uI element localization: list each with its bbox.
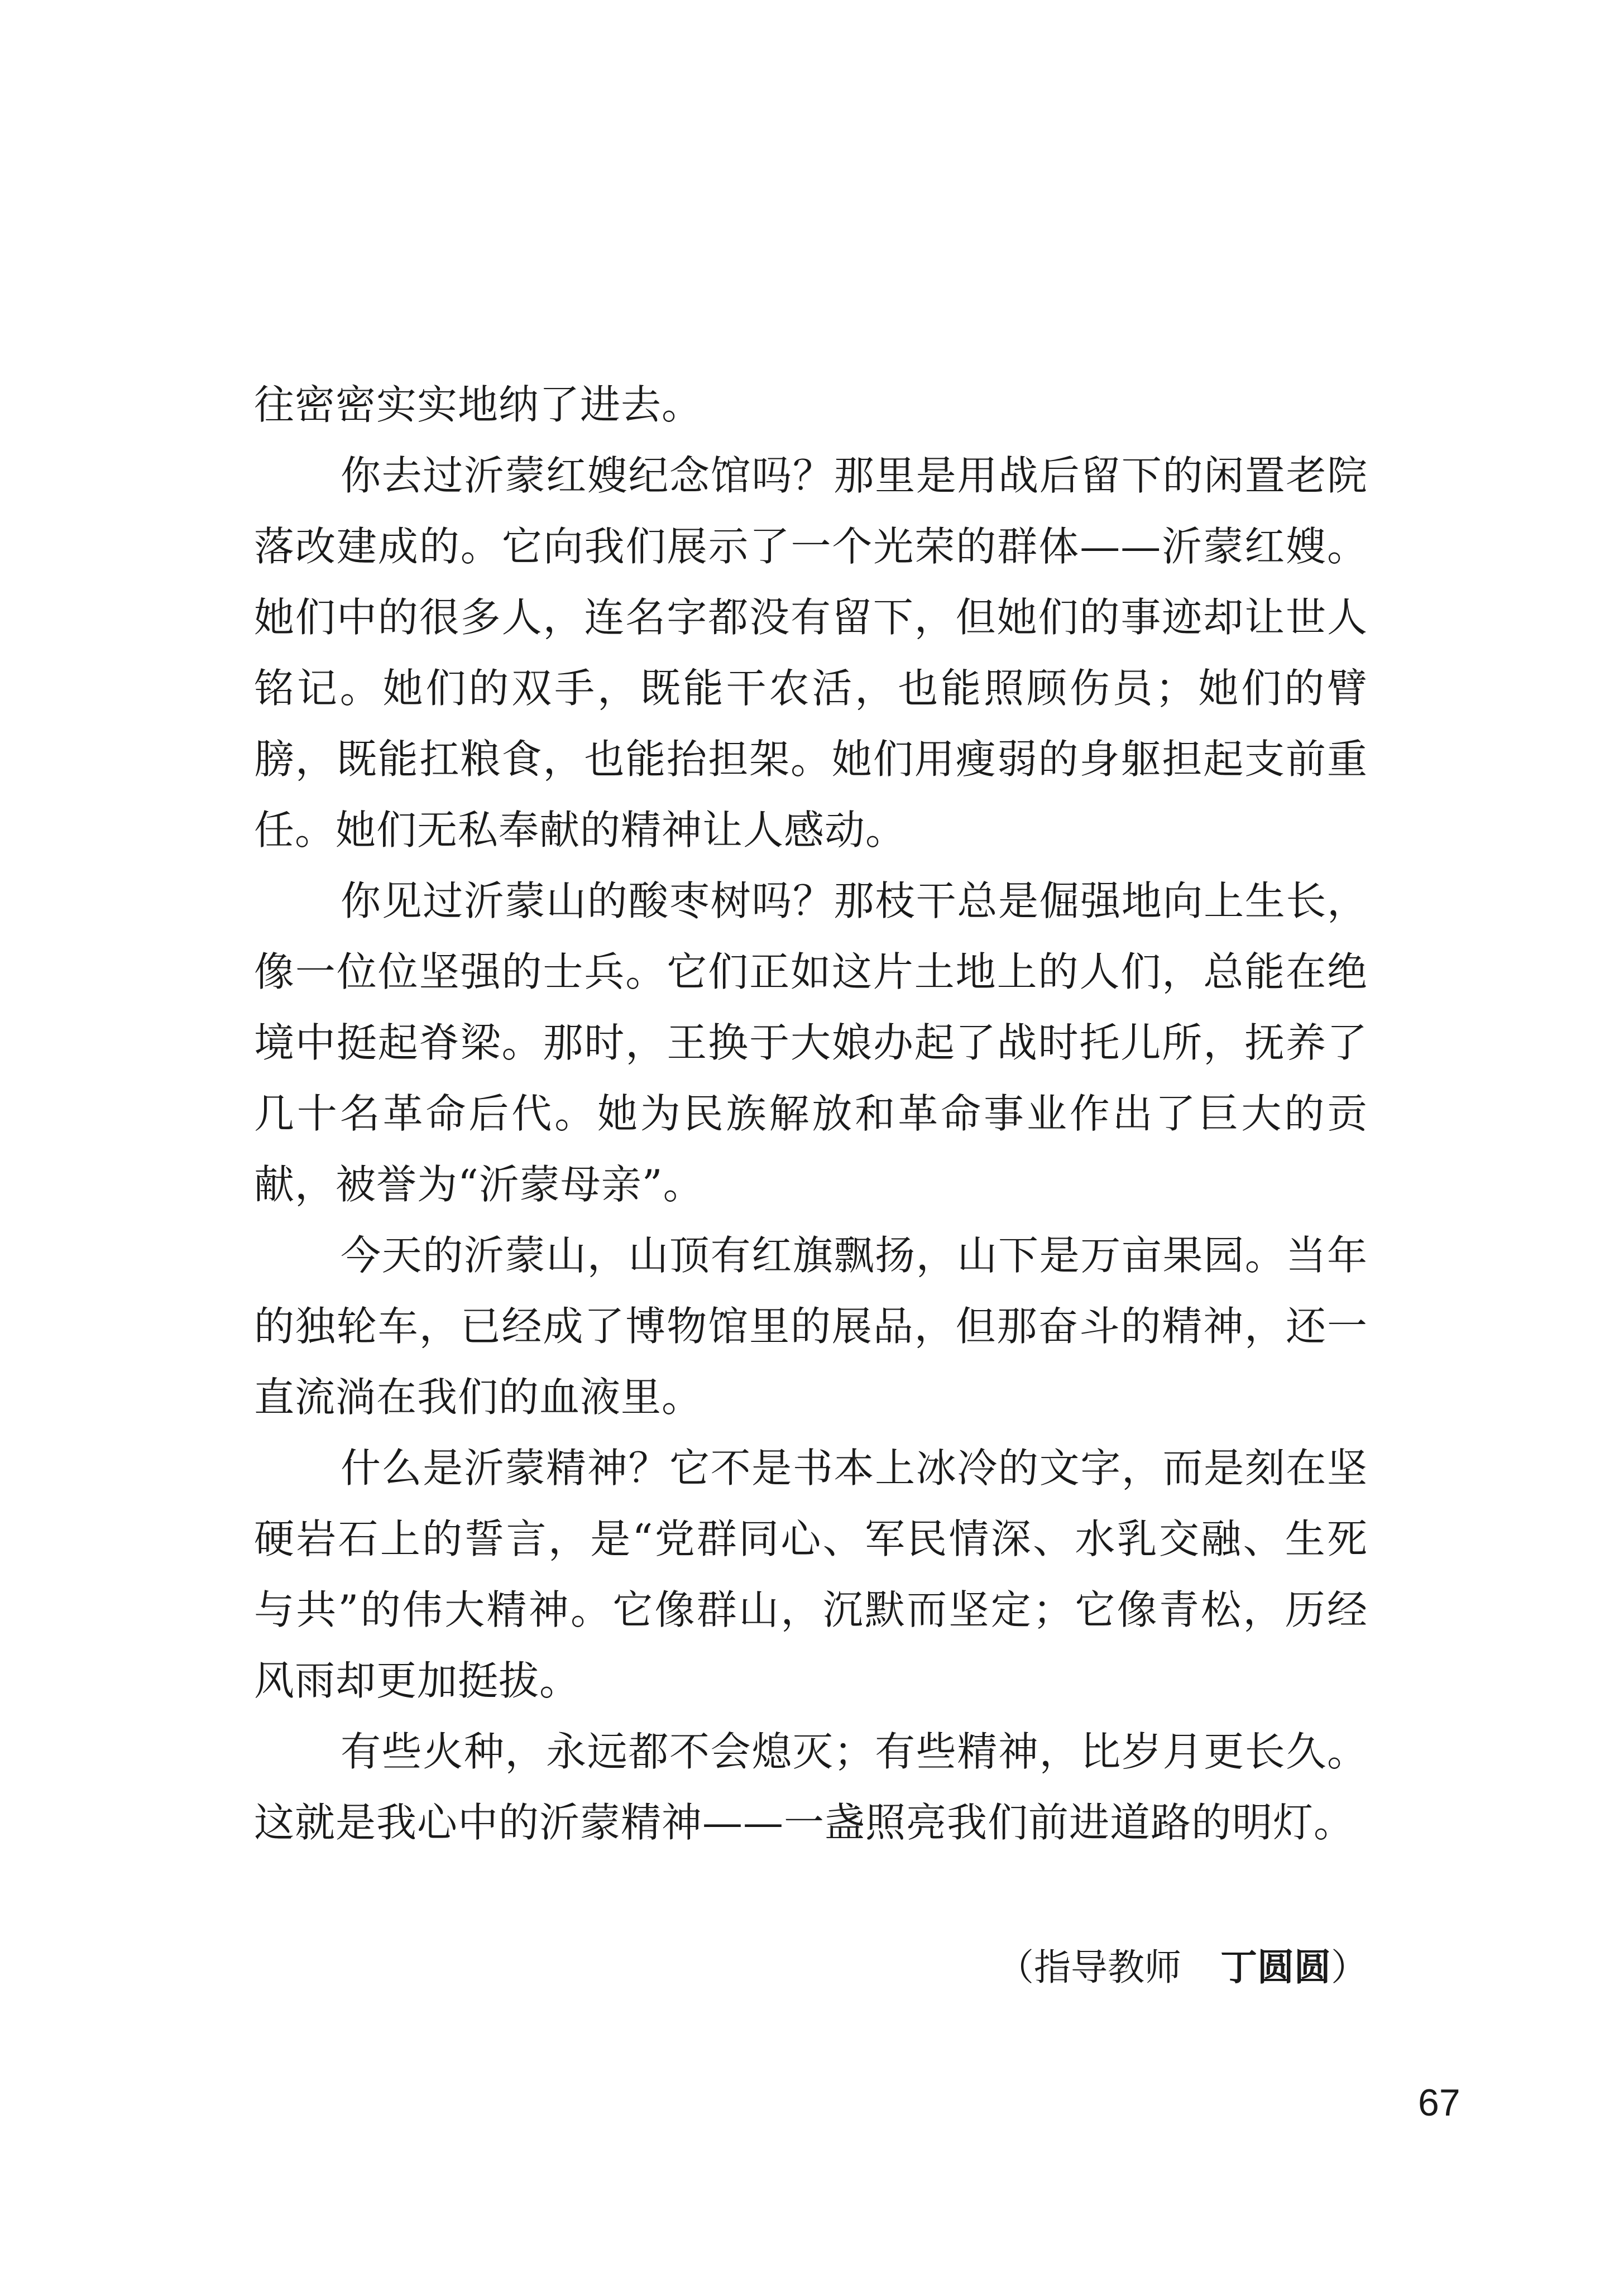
paragraph-today-yimeng: 今天的沂蒙山，山顶有红旗飘扬，山下是万亩果园。当年的独轮车，已经成了博物馆里的展品，但那奋斗的精神，还一直流淌在我们的血液里。: [254, 1232, 1368, 1421]
paragraph-yimeng-spirit: 什么是沂蒙精神？它不是书本上冰冷的文字，而是刻在坚硬岩石上的誓言，是“党群同心、军民情深、水乳交融、生死与共”的伟大精神。它像群山，沉默而坚定；它像青松，历经风雨却更加挺拔。: [254, 1445, 1368, 1704]
paragraph-continuation: 往密密实实地纳了进去。: [254, 381, 703, 428]
paragraph-red-sister-memorial: 你去过沂蒙红嫂纪念馆吗？那里是用战后留下的闲置老院落改建成的。它向我们展示了一个光荣的群体——沂蒙红嫂。她们中的很多人，连名字都没有留下，但她们的事迹却让世人铭记。她们的双手，既能干农活，也能照顾伤员；她们的臂膀，既能扛粮食，也能抬担架。她们用瘦弱的身躯担起支前重任。她们无私奉献的精神让人感动。: [254, 452, 1368, 853]
credit-instructor-name: 丁圆圆: [1220, 1946, 1331, 1989]
paragraph-conclusion: 有些火种，永远都不会熄灭；有些精神，比岁月更长久。这就是我心中的沂蒙精神——一盏照亮我们前进道路的明灯。: [254, 1728, 1368, 1846]
paragraph-jujube-tree: 你见过沂蒙山的酸枣树吗？那枝干总是倔强地向上生长，像一位位坚强的士兵。它们正如这片土地上的人们，总能在绝境中挺起脊梁。那时，王换于大娘办起了战时托儿所，抚养了几十名革命后代。她为民族解放和革命事业作出了巨大的贡献，被誉为“沂蒙母亲”。: [254, 877, 1368, 1208]
credit-close-paren: ）: [1331, 1946, 1368, 1989]
credit-label: 指导教师: [1034, 1946, 1181, 1989]
credit-open-paren: （: [997, 1946, 1034, 1989]
page-number: 67: [1418, 2082, 1460, 2124]
instructor-credit: [997, 1937, 1368, 1998]
essay-body: [254, 370, 1368, 1858]
